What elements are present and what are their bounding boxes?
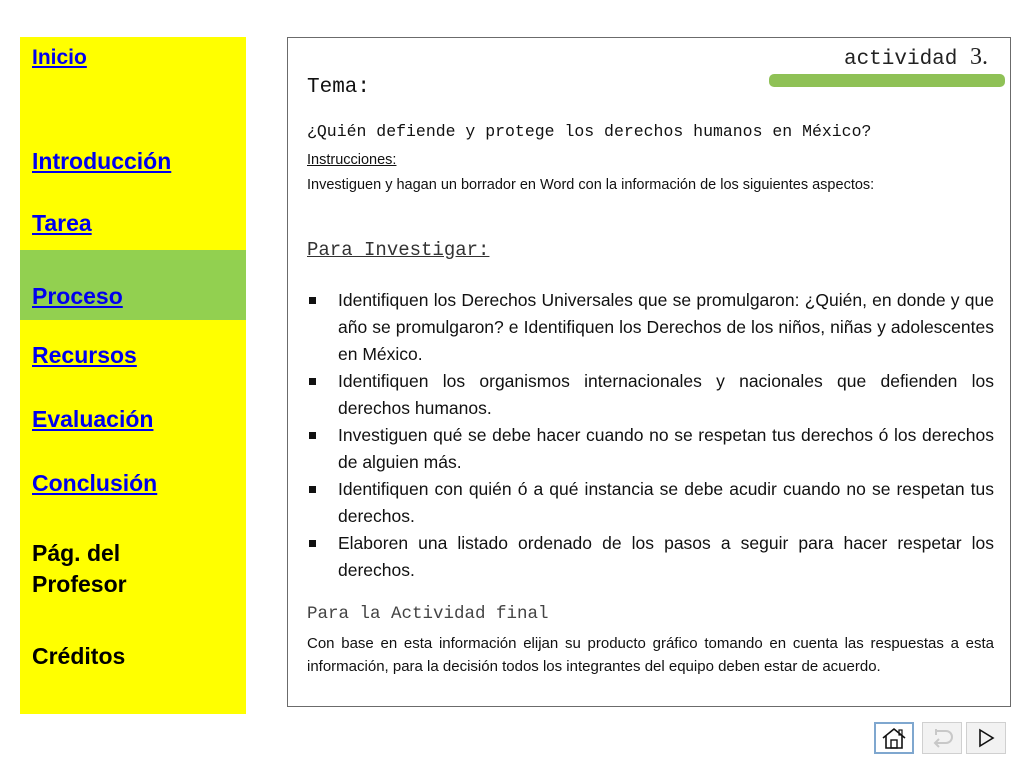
final-activity-text: Con base en esta información elijan su producto gráfico tomando en cuenta las respuestas a esta información, para la decisión todos los integrantes del equipo deben estar de acuerdo.: [307, 635, 994, 675]
nav-profesor[interactable]: [32, 538, 127, 600]
list-item: [307, 422, 994, 476]
accent-bar: [769, 74, 1005, 87]
sidebar-nav: [20, 37, 246, 714]
bullet-square-icon: [309, 297, 316, 304]
home-button[interactable]: [874, 722, 914, 754]
nav-creditos[interactable]: Créditos: [32, 643, 126, 669]
nav-link-conclusion[interactable]: Conclusión: [32, 470, 158, 496]
bullet-square-icon: [309, 378, 316, 385]
nav-link-recursos[interactable]: Recursos: [32, 342, 137, 368]
bullet-square-icon: [309, 540, 316, 547]
list-item: [307, 530, 994, 584]
activity-label: [844, 44, 988, 71]
task-list: [307, 287, 994, 584]
nav-profesor-line1: Pág. del: [32, 540, 121, 566]
nav-link-introduccion[interactable]: Introducción: [32, 148, 172, 174]
next-button[interactable]: [966, 722, 1006, 754]
home-icon: [880, 726, 908, 750]
list-item: [307, 476, 994, 530]
list-item-text: Identifiquen los Derechos Universales que se promulgaron: ¿Quién, en donde y que año se promulgaron? e Identifiquen los Derechos de los niños, niñas y adolescentes en México.: [338, 290, 994, 364]
list-item-text: Identifiquen con quién ó a qué instancia se debe acudir cuando no se respetan tus derechos.: [338, 479, 994, 526]
return-button[interactable]: [922, 722, 962, 754]
activity-number: 3.: [970, 44, 988, 70]
tema-label: Tema:: [307, 76, 371, 99]
play-next-icon: [975, 727, 997, 749]
list-item-text: Elaboren una listado ordenado de los pasos a seguir para hacer respetar los derechos.: [338, 533, 994, 580]
nav-profesor-line2: Profesor: [32, 571, 127, 597]
nav-link-tarea[interactable]: Tarea: [32, 210, 92, 236]
nav-link-inicio[interactable]: Inicio: [32, 46, 87, 69]
list-item-text: Identifiquen los organismos internacionales y nacionales que defienden los derechos humanos.: [338, 371, 994, 418]
list-item: [307, 287, 994, 368]
return-icon: [928, 726, 956, 750]
activity-panel: [287, 37, 1011, 707]
list-item: [307, 368, 994, 422]
nav-link-evaluacion[interactable]: Evaluación: [32, 406, 154, 432]
investigar-heading: Para Investigar:: [307, 239, 490, 261]
instructions-title: Instrucciones:: [307, 152, 397, 168]
activity-word: actividad: [843, 48, 958, 71]
bullet-square-icon: [309, 486, 316, 493]
topic-question: ¿Quién defiende y protege los derechos humanos en México?: [307, 122, 872, 141]
bullet-square-icon: [309, 432, 316, 439]
list-item-text: Investiguen qué se debe hacer cuando no se respetan tus derechos ó los derechos de alguien más.: [338, 425, 994, 472]
instructions-text: Investiguen y hagan un borrador en Word con la información de los siguientes aspectos:: [307, 177, 875, 193]
final-activity-heading: Para la Actividad final: [307, 604, 549, 624]
nav-link-proceso[interactable]: Proceso: [32, 283, 123, 309]
